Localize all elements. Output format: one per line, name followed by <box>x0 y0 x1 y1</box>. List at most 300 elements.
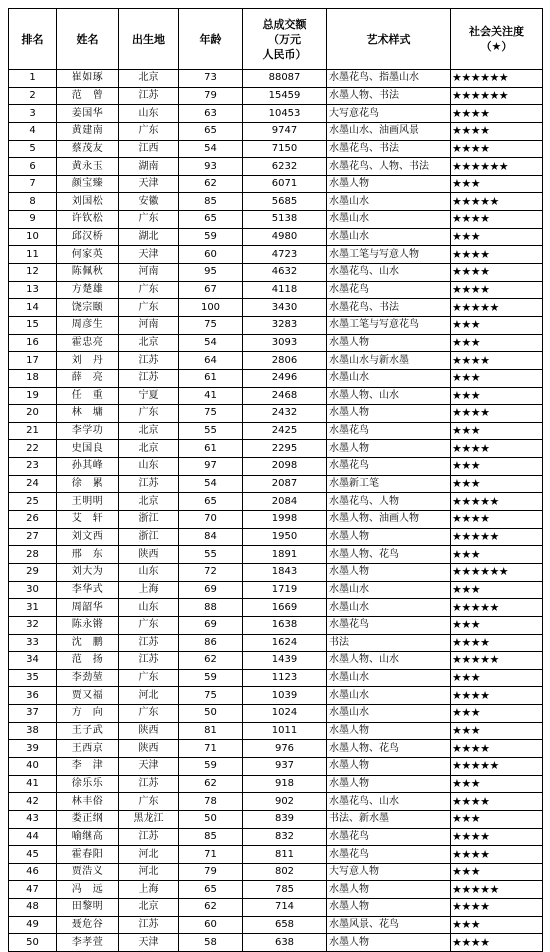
rank-cell: 23 <box>9 458 57 476</box>
age-cell: 75 <box>179 405 243 423</box>
attention-stars: ★★★★ <box>451 264 543 282</box>
amount-cell: 839 <box>243 810 327 828</box>
amount-cell: 4723 <box>243 246 327 264</box>
rank-cell: 10 <box>9 228 57 246</box>
amount-cell: 714 <box>243 899 327 917</box>
attention-stars: ★★★ <box>451 546 543 564</box>
birthplace-cell: 山东 <box>119 105 179 123</box>
attention-stars: ★★★★ <box>451 281 543 299</box>
age-cell: 65 <box>179 211 243 229</box>
birthplace-cell: 河南 <box>119 264 179 282</box>
attention-stars: ★★★★ <box>451 934 543 952</box>
birthplace-cell: 北京 <box>119 70 179 88</box>
rank-cell: 49 <box>9 916 57 934</box>
age-cell: 70 <box>179 511 243 529</box>
table-row <box>9 616 543 634</box>
age-cell: 60 <box>179 246 243 264</box>
table-row <box>9 934 543 952</box>
header-amount-line2: （万元 <box>268 32 301 46</box>
amount-cell: 10453 <box>243 105 327 123</box>
table-row <box>9 793 543 811</box>
artist-ranking-table <box>8 8 543 952</box>
name-cell: 霍春阳 <box>57 846 119 864</box>
name-cell: 王西京 <box>57 740 119 758</box>
amount-cell: 785 <box>243 881 327 899</box>
birthplace-cell: 陕西 <box>119 546 179 564</box>
amount-cell: 3283 <box>243 316 327 334</box>
style-cell: 水墨人物 <box>327 563 451 581</box>
table-row <box>9 105 543 123</box>
age-cell: 50 <box>179 810 243 828</box>
rank-cell: 2 <box>9 87 57 105</box>
amount-cell: 9747 <box>243 122 327 140</box>
birthplace-cell: 广东 <box>119 405 179 423</box>
header-row <box>9 9 543 70</box>
name-cell: 李学功 <box>57 422 119 440</box>
attention-stars: ★★★★★ <box>451 193 543 211</box>
age-cell: 65 <box>179 881 243 899</box>
amount-cell: 6232 <box>243 158 327 176</box>
header-attention-line1: 社会关注度 <box>469 25 524 38</box>
header-age: 年龄 <box>179 9 243 70</box>
style-cell: 水墨人物、书法 <box>327 87 451 105</box>
age-cell: 86 <box>179 634 243 652</box>
birthplace-cell: 上海 <box>119 581 179 599</box>
name-cell: 饶宗颐 <box>57 299 119 317</box>
rank-cell: 16 <box>9 334 57 352</box>
style-cell: 水墨山水 <box>327 669 451 687</box>
table-row <box>9 846 543 864</box>
header-name: 姓名 <box>57 9 119 70</box>
rank-cell: 44 <box>9 828 57 846</box>
style-cell: 书法、新水墨 <box>327 810 451 828</box>
amount-cell: 2468 <box>243 387 327 405</box>
table-row <box>9 246 543 264</box>
rank-cell: 33 <box>9 634 57 652</box>
amount-cell: 2432 <box>243 405 327 423</box>
birthplace-cell: 山东 <box>119 599 179 617</box>
age-cell: 81 <box>179 722 243 740</box>
attention-stars: ★★★★ <box>451 793 543 811</box>
attention-stars: ★★★ <box>451 722 543 740</box>
table-row <box>9 757 543 775</box>
amount-cell: 1719 <box>243 581 327 599</box>
rank-cell: 42 <box>9 793 57 811</box>
header-attention-line2: （★） <box>480 40 513 53</box>
birthplace-cell: 江苏 <box>119 775 179 793</box>
name-cell: 李劲堃 <box>57 669 119 687</box>
table-row <box>9 669 543 687</box>
name-cell: 冯 远 <box>57 881 119 899</box>
table-row <box>9 440 543 458</box>
age-cell: 71 <box>179 740 243 758</box>
style-cell: 水墨人物 <box>327 899 451 917</box>
attention-stars: ★★★ <box>451 705 543 723</box>
birthplace-cell: 安徽 <box>119 193 179 211</box>
style-cell: 书法 <box>327 634 451 652</box>
name-cell: 孙其峰 <box>57 458 119 476</box>
age-cell: 69 <box>179 581 243 599</box>
name-cell: 刘文西 <box>57 528 119 546</box>
rank-cell: 21 <box>9 422 57 440</box>
rank-cell: 14 <box>9 299 57 317</box>
attention-stars: ★★★ <box>451 387 543 405</box>
birthplace-cell: 江苏 <box>119 475 179 493</box>
birthplace-cell: 天津 <box>119 934 179 952</box>
table-row <box>9 687 543 705</box>
attention-stars: ★★★ <box>451 458 543 476</box>
rank-cell: 19 <box>9 387 57 405</box>
table-row <box>9 581 543 599</box>
birthplace-cell: 江苏 <box>119 652 179 670</box>
rank-cell: 30 <box>9 581 57 599</box>
name-cell: 周彦生 <box>57 316 119 334</box>
attention-stars: ★★★ <box>451 334 543 352</box>
attention-stars: ★★★★★ <box>451 881 543 899</box>
birthplace-cell: 江苏 <box>119 369 179 387</box>
rank-cell: 22 <box>9 440 57 458</box>
table-row <box>9 881 543 899</box>
style-cell: 水墨花鸟、指墨山水 <box>327 70 451 88</box>
attention-stars: ★★★★ <box>451 634 543 652</box>
attention-stars: ★★★ <box>451 369 543 387</box>
amount-cell: 2087 <box>243 475 327 493</box>
table-row <box>9 281 543 299</box>
age-cell: 60 <box>179 916 243 934</box>
age-cell: 61 <box>179 369 243 387</box>
style-cell: 水墨花鸟 <box>327 828 451 846</box>
age-cell: 54 <box>179 334 243 352</box>
attention-stars: ★★★ <box>451 228 543 246</box>
name-cell: 霍忠亮 <box>57 334 119 352</box>
name-cell: 刘国松 <box>57 193 119 211</box>
style-cell: 水墨人物、山水 <box>327 652 451 670</box>
table-row <box>9 369 543 387</box>
name-cell: 何家英 <box>57 246 119 264</box>
birthplace-cell: 江西 <box>119 140 179 158</box>
name-cell: 方楚雄 <box>57 281 119 299</box>
table-row <box>9 475 543 493</box>
age-cell: 69 <box>179 616 243 634</box>
birthplace-cell: 陕西 <box>119 722 179 740</box>
amount-cell: 3093 <box>243 334 327 352</box>
birthplace-cell: 江苏 <box>119 916 179 934</box>
name-cell: 娄正纲 <box>57 810 119 828</box>
rank-cell: 39 <box>9 740 57 758</box>
age-cell: 67 <box>179 281 243 299</box>
header-amount-line1: 总成交额 <box>262 17 307 31</box>
table-row <box>9 140 543 158</box>
rank-cell: 40 <box>9 757 57 775</box>
rank-cell: 3 <box>9 105 57 123</box>
name-cell: 邱汉桥 <box>57 228 119 246</box>
birthplace-cell: 河南 <box>119 316 179 334</box>
birthplace-cell: 上海 <box>119 881 179 899</box>
table-row <box>9 458 543 476</box>
rank-cell: 37 <box>9 705 57 723</box>
birthplace-cell: 北京 <box>119 899 179 917</box>
amount-cell: 1998 <box>243 511 327 529</box>
birthplace-cell: 山东 <box>119 563 179 581</box>
style-cell: 水墨人物、花鸟 <box>327 546 451 564</box>
table-row <box>9 652 543 670</box>
style-cell: 水墨花鸟 <box>327 422 451 440</box>
style-cell: 水墨花鸟、山水 <box>327 264 451 282</box>
style-cell: 水墨人物 <box>327 440 451 458</box>
style-cell: 水墨人物 <box>327 881 451 899</box>
rank-cell: 48 <box>9 899 57 917</box>
attention-stars: ★★★★ <box>451 687 543 705</box>
amount-cell: 6071 <box>243 175 327 193</box>
style-cell: 大写意人物 <box>327 863 451 881</box>
table-row <box>9 722 543 740</box>
attention-stars: ★★★ <box>451 775 543 793</box>
age-cell: 54 <box>179 475 243 493</box>
age-cell: 72 <box>179 563 243 581</box>
amount-cell: 1950 <box>243 528 327 546</box>
attention-stars: ★★★ <box>451 810 543 828</box>
table-row <box>9 528 543 546</box>
table-row <box>9 334 543 352</box>
table-row <box>9 775 543 793</box>
amount-cell: 15459 <box>243 87 327 105</box>
attention-stars: ★★★★★ <box>451 299 543 317</box>
style-cell: 水墨工笔与写意人物 <box>327 246 451 264</box>
age-cell: 97 <box>179 458 243 476</box>
attention-stars: ★★★★★ <box>451 528 543 546</box>
name-cell: 聂危谷 <box>57 916 119 934</box>
attention-stars: ★★★ <box>451 316 543 334</box>
rank-cell: 35 <box>9 669 57 687</box>
table-row <box>9 810 543 828</box>
birthplace-cell: 河北 <box>119 687 179 705</box>
table-row <box>9 122 543 140</box>
name-cell: 黄建南 <box>57 122 119 140</box>
age-cell: 88 <box>179 599 243 617</box>
style-cell: 水墨人物 <box>327 175 451 193</box>
amount-cell: 2295 <box>243 440 327 458</box>
style-cell: 水墨花鸟、山水 <box>327 793 451 811</box>
header-style: 艺术样式 <box>327 9 451 70</box>
attention-stars: ★★★★ <box>451 405 543 423</box>
table-row <box>9 387 543 405</box>
amount-cell: 2496 <box>243 369 327 387</box>
age-cell: 85 <box>179 193 243 211</box>
header-amount <box>243 9 327 70</box>
name-cell: 艾 轩 <box>57 511 119 529</box>
attention-stars: ★★★★★ <box>451 652 543 670</box>
amount-cell: 802 <box>243 863 327 881</box>
name-cell: 李 津 <box>57 757 119 775</box>
age-cell: 62 <box>179 652 243 670</box>
birthplace-cell: 宁夏 <box>119 387 179 405</box>
birthplace-cell: 江苏 <box>119 828 179 846</box>
style-cell: 水墨山水 <box>327 228 451 246</box>
header-rank: 排名 <box>9 9 57 70</box>
age-cell: 78 <box>179 793 243 811</box>
amount-cell: 918 <box>243 775 327 793</box>
rank-cell: 12 <box>9 264 57 282</box>
rank-cell: 34 <box>9 652 57 670</box>
amount-cell: 2806 <box>243 352 327 370</box>
rank-cell: 41 <box>9 775 57 793</box>
style-cell: 水墨人物 <box>327 334 451 352</box>
amount-cell: 1638 <box>243 616 327 634</box>
attention-stars: ★★★★ <box>451 899 543 917</box>
name-cell: 许钦松 <box>57 211 119 229</box>
birthplace-cell: 湖南 <box>119 158 179 176</box>
birthplace-cell: 广东 <box>119 705 179 723</box>
age-cell: 93 <box>179 158 243 176</box>
attention-stars: ★★★★ <box>451 740 543 758</box>
style-cell: 水墨人物 <box>327 775 451 793</box>
table-row <box>9 405 543 423</box>
style-cell: 水墨山水 <box>327 369 451 387</box>
rank-cell: 4 <box>9 122 57 140</box>
age-cell: 65 <box>179 493 243 511</box>
rank-cell: 5 <box>9 140 57 158</box>
attention-stars: ★★★★★★ <box>451 158 543 176</box>
attention-stars: ★★★★ <box>451 246 543 264</box>
rank-cell: 13 <box>9 281 57 299</box>
name-cell: 王子武 <box>57 722 119 740</box>
amount-cell: 1011 <box>243 722 327 740</box>
birthplace-cell: 江苏 <box>119 352 179 370</box>
age-cell: 41 <box>179 387 243 405</box>
amount-cell: 1669 <box>243 599 327 617</box>
age-cell: 84 <box>179 528 243 546</box>
age-cell: 58 <box>179 934 243 952</box>
birthplace-cell: 江苏 <box>119 87 179 105</box>
attention-stars: ★★★★★ <box>451 757 543 775</box>
name-cell: 李华式 <box>57 581 119 599</box>
age-cell: 62 <box>179 175 243 193</box>
name-cell: 蔡茂友 <box>57 140 119 158</box>
rank-cell: 8 <box>9 193 57 211</box>
birthplace-cell: 河北 <box>119 863 179 881</box>
rank-cell: 47 <box>9 881 57 899</box>
rank-cell: 36 <box>9 687 57 705</box>
birthplace-cell: 广东 <box>119 299 179 317</box>
attention-stars: ★★★ <box>451 475 543 493</box>
table-row <box>9 175 543 193</box>
amount-cell: 1891 <box>243 546 327 564</box>
style-cell: 水墨人物 <box>327 528 451 546</box>
table-row <box>9 422 543 440</box>
age-cell: 50 <box>179 705 243 723</box>
birthplace-cell: 天津 <box>119 757 179 775</box>
style-cell: 水墨山水 <box>327 687 451 705</box>
age-cell: 100 <box>179 299 243 317</box>
age-cell: 64 <box>179 352 243 370</box>
name-cell: 徐 累 <box>57 475 119 493</box>
birthplace-cell: 广东 <box>119 281 179 299</box>
rank-cell: 25 <box>9 493 57 511</box>
table-row <box>9 546 543 564</box>
attention-stars: ★★★★ <box>451 122 543 140</box>
style-cell: 水墨风景、花鸟 <box>327 916 451 934</box>
name-cell: 方 向 <box>57 705 119 723</box>
name-cell: 贾浩义 <box>57 863 119 881</box>
rank-cell: 17 <box>9 352 57 370</box>
table-row <box>9 87 543 105</box>
amount-cell: 1024 <box>243 705 327 723</box>
name-cell: 喻继高 <box>57 828 119 846</box>
rank-cell: 9 <box>9 211 57 229</box>
amount-cell: 4980 <box>243 228 327 246</box>
amount-cell: 658 <box>243 916 327 934</box>
age-cell: 95 <box>179 264 243 282</box>
rank-cell: 43 <box>9 810 57 828</box>
style-cell: 水墨花鸟、人物、书法 <box>327 158 451 176</box>
birthplace-cell: 浙江 <box>119 511 179 529</box>
style-cell: 水墨花鸟 <box>327 458 451 476</box>
amount-cell: 1123 <box>243 669 327 687</box>
rank-cell: 29 <box>9 563 57 581</box>
name-cell: 林丰俗 <box>57 793 119 811</box>
amount-cell: 902 <box>243 793 327 811</box>
table-row <box>9 740 543 758</box>
name-cell: 陈佩秋 <box>57 264 119 282</box>
attention-stars: ★★★★ <box>451 140 543 158</box>
attention-stars: ★★★★ <box>451 105 543 123</box>
name-cell: 史国良 <box>57 440 119 458</box>
rank-cell: 1 <box>9 70 57 88</box>
table-row <box>9 228 543 246</box>
age-cell: 55 <box>179 546 243 564</box>
amount-cell: 4632 <box>243 264 327 282</box>
rank-cell: 6 <box>9 158 57 176</box>
attention-stars: ★★★ <box>451 916 543 934</box>
rank-cell: 27 <box>9 528 57 546</box>
age-cell: 75 <box>179 687 243 705</box>
name-cell: 陈永锵 <box>57 616 119 634</box>
name-cell: 王明明 <box>57 493 119 511</box>
age-cell: 75 <box>179 316 243 334</box>
rank-cell: 26 <box>9 511 57 529</box>
birthplace-cell: 广东 <box>119 793 179 811</box>
age-cell: 79 <box>179 863 243 881</box>
style-cell: 水墨人物、山水 <box>327 387 451 405</box>
rank-cell: 15 <box>9 316 57 334</box>
amount-cell: 976 <box>243 740 327 758</box>
style-cell: 水墨山水与新水墨 <box>327 352 451 370</box>
name-cell: 刘 丹 <box>57 352 119 370</box>
attention-stars: ★★★★ <box>451 828 543 846</box>
name-cell: 范 曾 <box>57 87 119 105</box>
table-row <box>9 264 543 282</box>
amount-cell: 832 <box>243 828 327 846</box>
name-cell: 贾又福 <box>57 687 119 705</box>
style-cell: 水墨山水 <box>327 193 451 211</box>
name-cell: 姜国华 <box>57 105 119 123</box>
birthplace-cell: 浙江 <box>119 528 179 546</box>
name-cell: 周韶华 <box>57 599 119 617</box>
amount-cell: 88087 <box>243 70 327 88</box>
style-cell: 水墨人物 <box>327 757 451 775</box>
table-row <box>9 352 543 370</box>
birthplace-cell: 广东 <box>119 211 179 229</box>
style-cell: 水墨人物 <box>327 934 451 952</box>
rank-cell: 50 <box>9 934 57 952</box>
name-cell: 刘大为 <box>57 563 119 581</box>
age-cell: 55 <box>179 422 243 440</box>
table-row <box>9 70 543 88</box>
attention-stars: ★★★ <box>451 616 543 634</box>
style-cell: 水墨花鸟 <box>327 616 451 634</box>
amount-cell: 937 <box>243 757 327 775</box>
birthplace-cell: 北京 <box>119 440 179 458</box>
